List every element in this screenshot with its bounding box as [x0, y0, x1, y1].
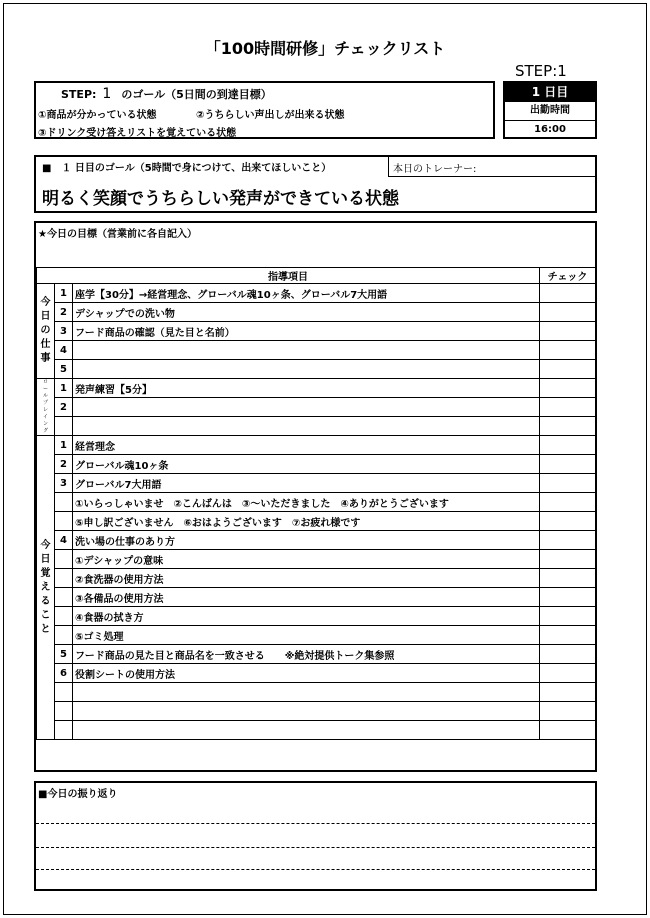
row-number: 3 — [55, 474, 73, 493]
row-item-text: ①デシャップの意味 — [73, 550, 540, 569]
row-number: 4 — [55, 341, 73, 360]
row-number: 6 — [55, 664, 73, 683]
day-box — [503, 81, 597, 139]
table-row — [37, 360, 596, 379]
table-row — [37, 398, 596, 417]
check-cell[interactable] — [540, 550, 596, 569]
row-item-text: 経営理念 — [73, 436, 540, 455]
page-title: 「100時間研修」チェックリスト — [204, 39, 446, 58]
check-cell[interactable] — [540, 398, 596, 417]
row-item-text: フード商品の見た目と商品名を一致させる ※絶対提供トーク集参照 — [73, 645, 540, 664]
row-number: 2 — [55, 303, 73, 322]
goal-item-3: ③ドリンク受け答えリストを覚えている状態 — [38, 128, 237, 139]
check-cell[interactable] — [540, 303, 596, 322]
row-number: 4 — [55, 531, 73, 550]
table-row — [37, 569, 596, 588]
day-label: 1 日目 — [505, 83, 595, 102]
trainer-label: 本日のトレーナー: — [393, 164, 477, 175]
review-line[interactable] — [36, 869, 595, 870]
row-number — [55, 569, 73, 588]
goal-heading — [61, 86, 272, 102]
table-row — [37, 626, 596, 645]
table-row — [37, 512, 596, 531]
row-number: 5 — [55, 645, 73, 664]
row-number: 2 — [55, 398, 73, 417]
review-box — [34, 781, 597, 891]
table-row — [37, 379, 596, 398]
shift-label: 出勤時間 — [505, 102, 595, 121]
table-row — [37, 322, 596, 341]
table-row — [37, 645, 596, 664]
goal-item-2: ②うちらしい声出しが出来る状態 — [196, 110, 345, 121]
check-cell[interactable] — [540, 341, 596, 360]
check-cell[interactable] — [540, 626, 596, 645]
row-number: 1 — [55, 436, 73, 455]
row-item-text: ⑤ゴミ処理 — [73, 626, 540, 645]
check-cell[interactable] — [540, 436, 596, 455]
objective-label: ★今日の目標（営業前に各自記入） — [38, 229, 197, 240]
row-item-text — [73, 398, 540, 417]
table-row — [37, 284, 596, 303]
row-item-text — [73, 721, 540, 740]
goal-caption: のゴール（5日間の到達目標） — [121, 88, 272, 101]
day1-goal-label: ■ １ 日目のゴール（5時間で身につけて、出来てほしいこと） — [42, 163, 332, 174]
table-row — [37, 550, 596, 569]
row-number — [55, 588, 73, 607]
check-cell[interactable] — [540, 455, 596, 474]
row-item-text: 洗い場の仕事のあり方 — [73, 531, 540, 550]
step-number: 1 — [102, 86, 112, 102]
check-cell[interactable] — [540, 417, 596, 436]
row-item-text: 発声練習【5分】 — [73, 379, 540, 398]
row-item-text: ②食洗器の使用方法 — [73, 569, 540, 588]
row-number — [55, 626, 73, 645]
header-item: 指導項目 — [37, 268, 540, 284]
table-row — [37, 664, 596, 683]
row-number: 1 — [55, 379, 73, 398]
check-cell[interactable] — [540, 683, 596, 702]
table-row — [37, 702, 596, 721]
step-indicator: STEP:1 — [515, 62, 567, 80]
table-row — [37, 341, 596, 360]
table-row — [37, 417, 596, 436]
check-cell[interactable] — [540, 645, 596, 664]
table-row — [37, 683, 596, 702]
table-row — [37, 588, 596, 607]
checklist-area — [34, 221, 597, 772]
section-today-work: 今 日 の 仕 事 — [37, 284, 55, 379]
row-item-text — [73, 341, 540, 360]
check-cell[interactable] — [540, 512, 596, 531]
row-number — [55, 512, 73, 531]
check-cell[interactable] — [540, 379, 596, 398]
row-item-text: グローバル7大用語 — [73, 474, 540, 493]
row-number — [55, 607, 73, 626]
row-number: 1 — [55, 284, 73, 303]
check-cell[interactable] — [540, 360, 596, 379]
row-number: 5 — [55, 360, 73, 379]
table-row — [37, 455, 596, 474]
check-cell[interactable] — [540, 721, 596, 740]
row-item-text: ④食器の拭き方 — [73, 607, 540, 626]
row-number — [55, 683, 73, 702]
section-today-learn: 今 日 覚 え る こ と — [37, 436, 55, 740]
five-day-goal-box — [34, 81, 495, 139]
table-row — [37, 493, 596, 512]
check-cell[interactable] — [540, 322, 596, 341]
row-number — [55, 721, 73, 740]
check-cell[interactable] — [540, 493, 596, 512]
check-cell[interactable] — [540, 702, 596, 721]
row-item-text — [73, 360, 540, 379]
row-number — [55, 493, 73, 512]
row-item-text: デシャップでの洗い物 — [73, 303, 540, 322]
row-item-text: ①いらっしゃいませ ②こんばんは ③～いただきました ④ありがとうございます — [73, 493, 540, 512]
row-item-text: ⑤申し訳ございません ⑥おはようございます ⑦お疲れ様です — [73, 512, 540, 531]
checklist-table — [36, 267, 596, 740]
table-header-row — [37, 268, 596, 284]
table-row — [37, 721, 596, 740]
step-label: STEP: — [61, 88, 97, 101]
row-number — [55, 550, 73, 569]
row-number — [55, 702, 73, 721]
section-roleplay: ロ ー ル プ レ イ ン グ — [37, 379, 55, 436]
table-row — [37, 436, 596, 455]
check-cell[interactable] — [540, 664, 596, 683]
check-cell[interactable] — [540, 474, 596, 493]
day1-goal-box — [34, 155, 597, 213]
check-cell[interactable] — [540, 284, 596, 303]
row-item-text: フード商品の確認（見た目と名前） — [73, 322, 540, 341]
check-cell[interactable] — [540, 569, 596, 588]
row-number: 2 — [55, 455, 73, 474]
shift-time: 16:00 — [534, 124, 566, 135]
check-cell[interactable] — [540, 607, 596, 626]
day1-goal-text: 明るく笑顔でうちらしい発声ができている状態 — [42, 189, 399, 209]
table-row — [37, 474, 596, 493]
row-number — [55, 417, 73, 436]
row-item-text: 役割シートの使用方法 — [73, 664, 540, 683]
trainer-field[interactable] — [388, 157, 597, 177]
row-item-text — [73, 702, 540, 721]
review-label: ■今日の振り返り — [38, 789, 118, 800]
review-line[interactable] — [36, 847, 595, 848]
check-cell[interactable] — [540, 531, 596, 550]
review-line[interactable] — [36, 823, 595, 824]
row-item-text — [73, 683, 540, 702]
row-number: 3 — [55, 322, 73, 341]
row-item-text: グローバル魂10ヶ条 — [73, 455, 540, 474]
row-item-text: ③各備品の使用方法 — [73, 588, 540, 607]
header-check: チェック — [540, 268, 596, 284]
check-cell[interactable] — [540, 588, 596, 607]
goal-item-1: ①商品が分かっている状態 — [38, 110, 157, 121]
row-item-text: 座学【30分】→経営理念、グローバル魂10ヶ条、グローバル7大用語 — [73, 284, 540, 303]
row-item-text — [73, 417, 540, 436]
table-row — [37, 531, 596, 550]
table-row — [37, 303, 596, 322]
table-row — [37, 607, 596, 626]
